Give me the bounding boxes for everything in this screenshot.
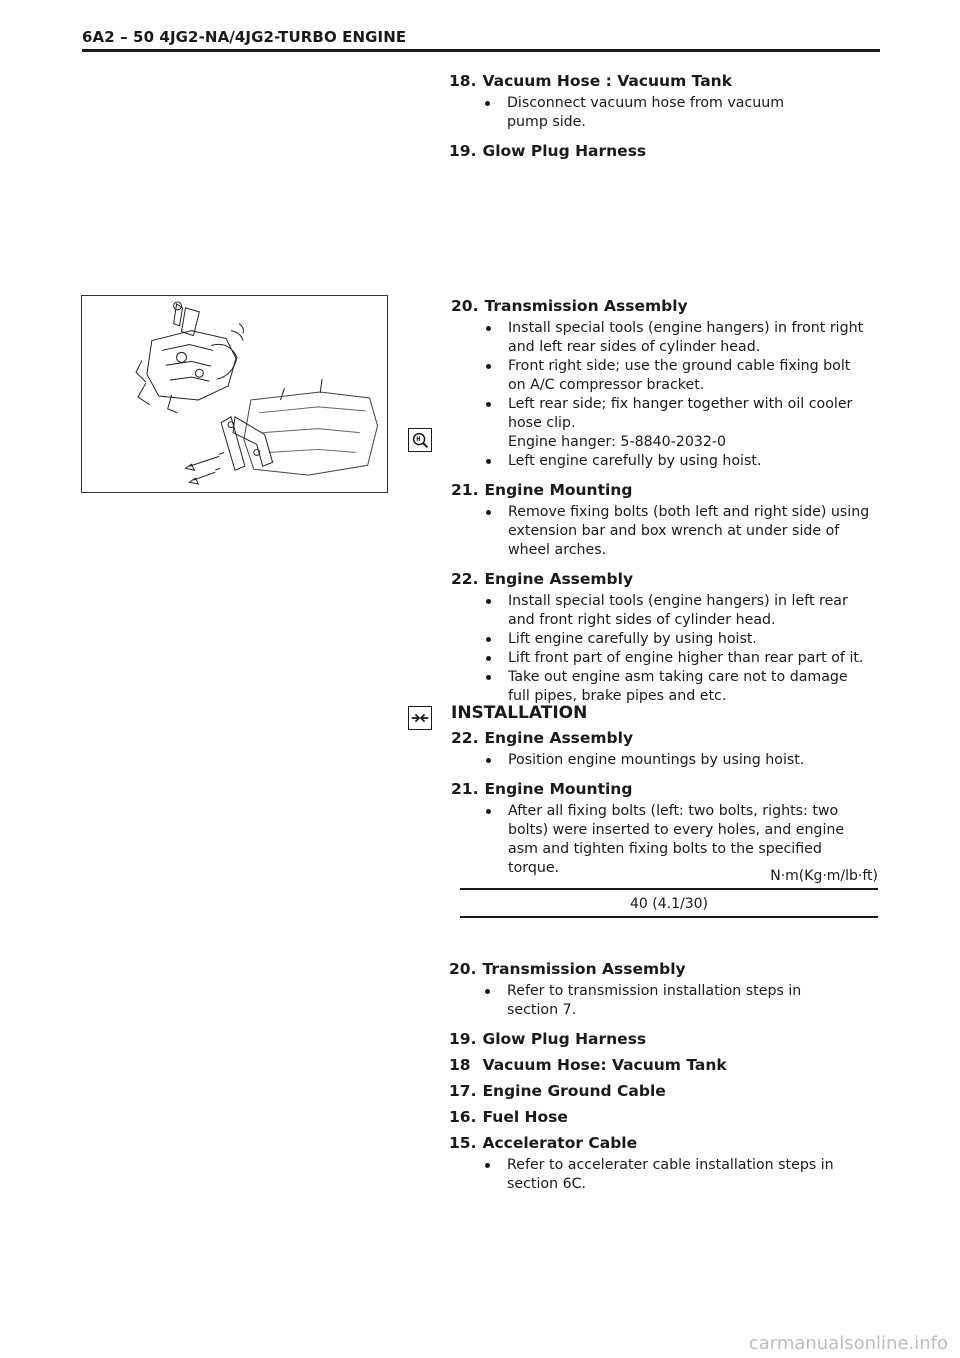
bullet-list: [449, 1156, 879, 1194]
engine-hanger-figure: [81, 295, 388, 493]
step-heading: 18 Vacuum Hose: Vacuum Tank: [449, 1056, 727, 1074]
list-item: After all fixing bolts (left: two bolts, rights: two bolts) were inserted to every holes, and engine asm and tighten fixing bolts to the specified torque.: [508, 802, 863, 878]
installation-section: [451, 703, 881, 888]
step-heading: 22. Engine Assembly: [451, 570, 634, 588]
list-item: Front right side; use the ground cable fixing bolt on A/C compressor bracket.: [508, 357, 868, 395]
step-heading: 21. Engine Mounting: [451, 481, 633, 499]
list-item: Refer to transmission installation steps in section 7.: [507, 982, 807, 1020]
bullet-list: [451, 503, 881, 560]
installation-title: INSTALLATION: [451, 703, 588, 723]
installation-steps-lower: [449, 960, 879, 1204]
bullet-list: [451, 592, 881, 706]
list-item: Take out engine asm taking care not to damage full pipes, brake pipes and etc.: [508, 668, 868, 706]
removal-steps-top: [449, 72, 879, 164]
step-heading: 15. Accelerator Cable: [449, 1134, 638, 1152]
bullet-list: [451, 802, 881, 878]
bullet-list: [451, 319, 881, 471]
step-heading: 17. Engine Ground Cable: [449, 1082, 666, 1100]
torque-unit: N·m(Kg·m/lb·ft): [770, 868, 878, 884]
bullet-list: [451, 751, 881, 770]
removal-steps-main: [451, 297, 881, 716]
step-heading: 18. Vacuum Hose : Vacuum Tank: [449, 72, 733, 90]
step-heading: 21. Engine Mounting: [451, 780, 633, 798]
list-item: Remove fixing bolts (both left and right side) using extension bar and box wrench at under side of wheel arches.: [508, 503, 881, 560]
step-heading: 20. Transmission Assembly: [451, 297, 688, 315]
step-heading: 16. Fuel Hose: [449, 1108, 568, 1126]
bullet-list: [449, 982, 879, 1020]
list-item: Install special tools (engine hangers) in left rear and front right sides of cylinder head.: [508, 592, 868, 630]
special-tool-icon: [408, 428, 432, 452]
watermark: carmanualsonline.info: [748, 1333, 948, 1354]
bullet-list: [449, 94, 879, 132]
list-item: Disconnect vacuum hose from vacuum pump side.: [507, 94, 807, 132]
page-header: 6A2 – 50 4JG2-NA/4JG2-TURBO ENGINE: [82, 28, 880, 52]
list-item: Refer to accelerater cable installation steps in section 6C.: [507, 1156, 857, 1194]
installation-arrows-icon: [408, 706, 432, 730]
step-heading: 20. Transmission Assembly: [449, 960, 686, 978]
list-item: Install special tools (engine hangers) in front right and left rear sides of cylinder head.: [508, 319, 881, 357]
step-heading: 19. Glow Plug Harness: [449, 142, 647, 160]
list-item: Position engine mountings by using hoist.: [508, 751, 881, 770]
engine-hanger-illustration: [82, 296, 387, 492]
list-item: Left rear side; fix hanger together with oil cooler hose clip. Engine hanger: 5-8840-2032-0: [508, 395, 868, 452]
list-item: Lift front part of engine higher than rear part of it.: [508, 649, 881, 668]
torque-spec-table: [460, 868, 878, 918]
torque-value: 40 (4.1/30): [630, 896, 708, 912]
step-heading: 19. Glow Plug Harness: [449, 1030, 647, 1048]
tool-number: Engine hanger: 5-8840-2032-0: [508, 434, 727, 450]
list-item: Lift engine carefully by using hoist.: [508, 630, 881, 649]
table-rule: [460, 916, 878, 918]
list-item: Left engine carefully by using hoist.: [508, 452, 881, 471]
step-heading: 22. Engine Assembly: [451, 729, 634, 747]
